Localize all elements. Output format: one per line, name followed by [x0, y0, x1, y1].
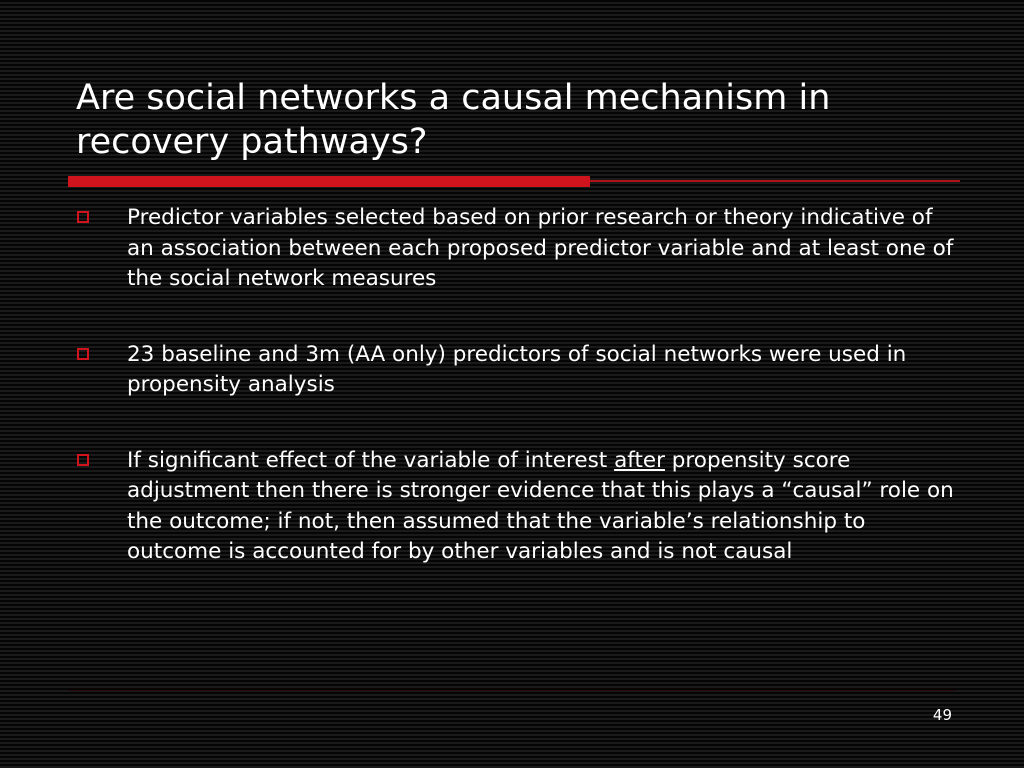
- bullet-text: Predictor variables selected based on prior research or theory indicative of an association between each proposed predictor variable and at least one of the social network measures: [127, 205, 954, 291]
- list-item: [76, 340, 956, 401]
- list-item: [76, 446, 956, 568]
- bullet-text-start: If significant effect of the variable of interest: [127, 447, 615, 473]
- bullet-list: [76, 203, 956, 613]
- title-underline-thick: [68, 176, 590, 187]
- square-bullet-icon: [77, 348, 89, 360]
- footer-divider: [68, 690, 956, 691]
- bullet-text-emphasis: after: [614, 447, 665, 473]
- page-number: 49: [932, 706, 952, 724]
- title-underline-thin: [590, 180, 960, 182]
- slide-title: Are social networks a causal mechanism in recovery pathways?: [76, 78, 831, 162]
- bullet-text-end: propensity score adjustment then there is stronger evidence that this plays a “causal” role on the outcome; if not, then assumed that the variable’s relationship to outcome is accounted for by other variables and is not causal: [127, 447, 954, 564]
- list-item: [76, 203, 956, 295]
- square-bullet-icon: [77, 211, 89, 223]
- bullet-text: 23 baseline and 3m (AA only) predictors of social networks were used in propensity analysis: [127, 341, 907, 397]
- square-bullet-icon: [77, 454, 89, 466]
